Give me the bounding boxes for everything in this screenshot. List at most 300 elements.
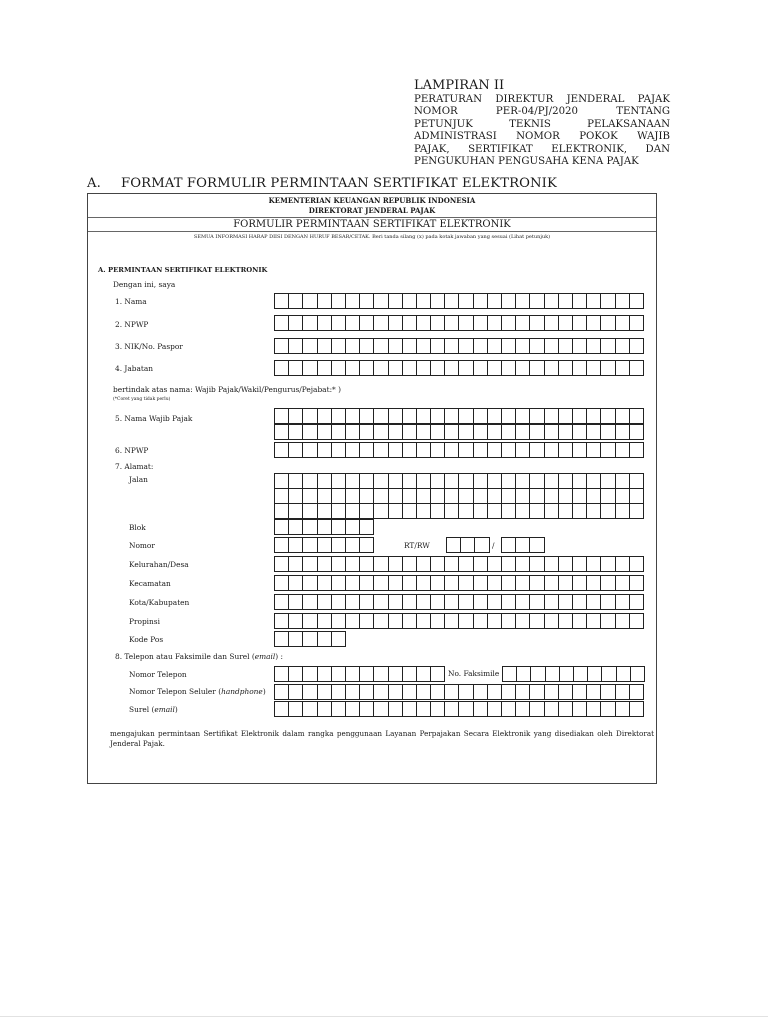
character-box[interactable] <box>587 473 601 489</box>
character-box[interactable] <box>318 666 332 682</box>
character-box[interactable] <box>630 613 644 629</box>
character-box[interactable] <box>346 701 360 717</box>
character-box[interactable] <box>587 684 601 700</box>
character-box[interactable] <box>374 293 388 309</box>
character-box[interactable] <box>332 442 346 458</box>
character-box[interactable] <box>459 684 473 700</box>
character-box[interactable] <box>630 408 644 424</box>
character-box[interactable] <box>630 575 644 591</box>
character-box[interactable] <box>601 442 615 458</box>
character-box[interactable] <box>587 594 601 610</box>
character-box[interactable] <box>389 701 403 717</box>
character-box[interactable] <box>516 473 530 489</box>
character-box[interactable] <box>587 360 601 376</box>
character-box[interactable] <box>474 293 488 309</box>
character-box[interactable] <box>303 360 317 376</box>
character-box[interactable] <box>474 684 488 700</box>
character-box[interactable] <box>559 488 573 504</box>
character-box[interactable] <box>630 360 644 376</box>
character-box[interactable] <box>474 613 488 629</box>
character-box[interactable] <box>616 315 630 331</box>
character-box[interactable] <box>459 293 473 309</box>
character-box[interactable] <box>502 503 516 519</box>
character-box[interactable] <box>445 503 459 519</box>
character-box[interactable] <box>573 408 587 424</box>
character-box[interactable] <box>303 293 317 309</box>
character-box[interactable] <box>616 701 630 717</box>
character-box[interactable] <box>332 684 346 700</box>
character-box[interactable] <box>447 537 461 553</box>
character-box[interactable] <box>303 519 317 535</box>
character-box[interactable] <box>346 488 360 504</box>
character-box[interactable] <box>516 503 530 519</box>
character-box[interactable] <box>587 488 601 504</box>
character-box[interactable] <box>289 556 303 572</box>
character-box[interactable] <box>488 594 502 610</box>
character-box[interactable] <box>474 556 488 572</box>
character-box[interactable] <box>303 666 317 682</box>
character-box[interactable] <box>346 338 360 354</box>
character-box[interactable] <box>488 442 502 458</box>
character-box[interactable] <box>459 315 473 331</box>
character-box[interactable] <box>360 424 374 440</box>
character-box[interactable] <box>587 701 601 717</box>
character-box[interactable] <box>389 338 403 354</box>
input-seluler[interactable] <box>274 684 644 700</box>
character-box[interactable] <box>403 473 417 489</box>
input-faksimile[interactable] <box>502 666 645 682</box>
character-box[interactable] <box>389 473 403 489</box>
character-box[interactable] <box>431 360 445 376</box>
character-box[interactable] <box>360 503 374 519</box>
input-nomor[interactable] <box>274 537 374 553</box>
character-box[interactable] <box>474 503 488 519</box>
character-box[interactable] <box>587 442 601 458</box>
character-box[interactable] <box>275 338 289 354</box>
character-box[interactable] <box>474 575 488 591</box>
character-box[interactable] <box>587 556 601 572</box>
character-box[interactable] <box>332 360 346 376</box>
character-box[interactable] <box>318 556 332 572</box>
character-box[interactable] <box>417 442 431 458</box>
character-box[interactable] <box>530 613 544 629</box>
character-box[interactable] <box>545 424 559 440</box>
character-box[interactable] <box>318 613 332 629</box>
character-box[interactable] <box>389 666 403 682</box>
character-box[interactable] <box>289 537 303 553</box>
character-box[interactable] <box>360 408 374 424</box>
character-box[interactable] <box>389 488 403 504</box>
character-box[interactable] <box>403 556 417 572</box>
character-box[interactable] <box>516 701 530 717</box>
character-box[interactable] <box>545 315 559 331</box>
character-box[interactable] <box>303 442 317 458</box>
character-box[interactable] <box>573 424 587 440</box>
character-box[interactable] <box>275 613 289 629</box>
character-box[interactable] <box>417 575 431 591</box>
input-nomor-telepon[interactable] <box>274 666 445 682</box>
character-box[interactable] <box>516 684 530 700</box>
character-box[interactable] <box>601 575 615 591</box>
character-box[interactable] <box>488 556 502 572</box>
character-box[interactable] <box>303 684 317 700</box>
character-box[interactable] <box>403 315 417 331</box>
character-box[interactable] <box>616 408 630 424</box>
character-box[interactable] <box>431 488 445 504</box>
character-box[interactable] <box>389 442 403 458</box>
character-box[interactable] <box>502 315 516 331</box>
character-box[interactable] <box>601 360 615 376</box>
character-box[interactable] <box>289 684 303 700</box>
character-box[interactable] <box>601 338 615 354</box>
character-box[interactable] <box>459 503 473 519</box>
character-box[interactable] <box>559 684 573 700</box>
character-box[interactable] <box>332 519 346 535</box>
character-box[interactable] <box>559 442 573 458</box>
character-box[interactable] <box>488 338 502 354</box>
character-box[interactable] <box>461 537 475 553</box>
character-box[interactable] <box>445 442 459 458</box>
character-box[interactable] <box>573 556 587 572</box>
character-box[interactable] <box>502 537 516 553</box>
character-box[interactable] <box>346 360 360 376</box>
character-box[interactable] <box>545 613 559 629</box>
character-box[interactable] <box>275 666 289 682</box>
character-box[interactable] <box>360 473 374 489</box>
character-box[interactable] <box>374 594 388 610</box>
character-box[interactable] <box>545 701 559 717</box>
character-box[interactable] <box>573 613 587 629</box>
character-box[interactable] <box>374 442 388 458</box>
character-box[interactable] <box>275 631 289 647</box>
character-box[interactable] <box>417 488 431 504</box>
character-box[interactable] <box>530 408 544 424</box>
character-box[interactable] <box>573 701 587 717</box>
character-box[interactable] <box>360 556 374 572</box>
character-box[interactable] <box>417 556 431 572</box>
character-box[interactable] <box>559 613 573 629</box>
character-box[interactable] <box>530 537 544 553</box>
input-nama-wajib-pajak-1[interactable] <box>274 408 644 424</box>
character-box[interactable] <box>318 424 332 440</box>
character-box[interactable] <box>601 684 615 700</box>
character-box[interactable] <box>502 684 516 700</box>
character-box[interactable] <box>545 684 559 700</box>
character-box[interactable] <box>587 503 601 519</box>
character-box[interactable] <box>573 360 587 376</box>
character-box[interactable] <box>431 503 445 519</box>
character-box[interactable] <box>332 408 346 424</box>
character-box[interactable] <box>318 408 332 424</box>
character-box[interactable] <box>289 519 303 535</box>
character-box[interactable] <box>601 556 615 572</box>
character-box[interactable] <box>516 537 530 553</box>
character-box[interactable] <box>360 594 374 610</box>
character-box[interactable] <box>445 594 459 610</box>
character-box[interactable] <box>516 594 530 610</box>
character-box[interactable] <box>318 631 332 647</box>
character-box[interactable] <box>488 488 502 504</box>
character-box[interactable] <box>559 575 573 591</box>
character-box[interactable] <box>445 473 459 489</box>
character-box[interactable] <box>332 556 346 572</box>
character-box[interactable] <box>502 613 516 629</box>
character-box[interactable] <box>374 666 388 682</box>
character-box[interactable] <box>459 613 473 629</box>
character-box[interactable] <box>630 338 644 354</box>
character-box[interactable] <box>360 684 374 700</box>
character-box[interactable] <box>303 631 317 647</box>
character-box[interactable] <box>417 473 431 489</box>
character-box[interactable] <box>616 442 630 458</box>
character-box[interactable] <box>616 424 630 440</box>
character-box[interactable] <box>332 293 346 309</box>
character-box[interactable] <box>531 666 545 682</box>
character-box[interactable] <box>502 338 516 354</box>
character-box[interactable] <box>601 613 615 629</box>
character-box[interactable] <box>530 315 544 331</box>
character-box[interactable] <box>545 408 559 424</box>
character-box[interactable] <box>545 594 559 610</box>
character-box[interactable] <box>573 473 587 489</box>
character-box[interactable] <box>573 293 587 309</box>
character-box[interactable] <box>517 666 531 682</box>
character-box[interactable] <box>545 338 559 354</box>
character-box[interactable] <box>275 315 289 331</box>
input-jalan-2[interactable] <box>274 488 644 504</box>
character-box[interactable] <box>616 556 630 572</box>
character-box[interactable] <box>431 442 445 458</box>
character-box[interactable] <box>374 613 388 629</box>
input-nama[interactable] <box>274 293 644 309</box>
character-box[interactable] <box>389 594 403 610</box>
character-box[interactable] <box>289 338 303 354</box>
character-box[interactable] <box>431 293 445 309</box>
character-box[interactable] <box>360 315 374 331</box>
character-box[interactable] <box>530 556 544 572</box>
character-box[interactable] <box>431 408 445 424</box>
character-box[interactable] <box>374 488 388 504</box>
character-box[interactable] <box>360 360 374 376</box>
character-box[interactable] <box>303 594 317 610</box>
character-box[interactable] <box>389 315 403 331</box>
input-kelurahan[interactable] <box>274 556 644 572</box>
character-box[interactable] <box>560 666 574 682</box>
character-box[interactable] <box>559 473 573 489</box>
character-box[interactable] <box>630 503 644 519</box>
character-box[interactable] <box>573 594 587 610</box>
character-box[interactable] <box>303 338 317 354</box>
character-box[interactable] <box>346 293 360 309</box>
character-box[interactable] <box>289 701 303 717</box>
character-box[interactable] <box>332 503 346 519</box>
character-box[interactable] <box>445 408 459 424</box>
character-box[interactable] <box>488 503 502 519</box>
character-box[interactable] <box>332 338 346 354</box>
character-box[interactable] <box>630 473 644 489</box>
character-box[interactable] <box>417 293 431 309</box>
character-box[interactable] <box>631 666 645 682</box>
character-box[interactable] <box>573 503 587 519</box>
character-box[interactable] <box>459 701 473 717</box>
character-box[interactable] <box>545 556 559 572</box>
character-box[interactable] <box>403 613 417 629</box>
character-box[interactable] <box>289 666 303 682</box>
character-box[interactable] <box>488 293 502 309</box>
character-box[interactable] <box>545 473 559 489</box>
character-box[interactable] <box>289 315 303 331</box>
character-box[interactable] <box>289 473 303 489</box>
character-box[interactable] <box>417 408 431 424</box>
input-blok[interactable] <box>274 519 374 535</box>
character-box[interactable] <box>516 315 530 331</box>
character-box[interactable] <box>275 488 289 504</box>
character-box[interactable] <box>318 701 332 717</box>
character-box[interactable] <box>360 488 374 504</box>
character-box[interactable] <box>332 488 346 504</box>
character-box[interactable] <box>389 408 403 424</box>
character-box[interactable] <box>445 684 459 700</box>
character-box[interactable] <box>403 442 417 458</box>
character-box[interactable] <box>346 424 360 440</box>
character-box[interactable] <box>616 338 630 354</box>
character-box[interactable] <box>559 503 573 519</box>
character-box[interactable] <box>275 442 289 458</box>
character-box[interactable] <box>403 503 417 519</box>
character-box[interactable] <box>403 488 417 504</box>
character-box[interactable] <box>346 315 360 331</box>
character-box[interactable] <box>374 701 388 717</box>
character-box[interactable] <box>431 315 445 331</box>
character-box[interactable] <box>545 488 559 504</box>
character-box[interactable] <box>275 473 289 489</box>
character-box[interactable] <box>318 594 332 610</box>
input-jalan-1[interactable] <box>274 473 644 489</box>
character-box[interactable] <box>459 556 473 572</box>
character-box[interactable] <box>602 666 616 682</box>
character-box[interactable] <box>459 424 473 440</box>
character-box[interactable] <box>616 503 630 519</box>
character-box[interactable] <box>587 575 601 591</box>
character-box[interactable] <box>630 315 644 331</box>
character-box[interactable] <box>303 473 317 489</box>
character-box[interactable] <box>530 442 544 458</box>
character-box[interactable] <box>516 338 530 354</box>
character-box[interactable] <box>431 701 445 717</box>
character-box[interactable] <box>374 408 388 424</box>
character-box[interactable] <box>545 360 559 376</box>
character-box[interactable] <box>474 408 488 424</box>
character-box[interactable] <box>459 442 473 458</box>
character-box[interactable] <box>601 408 615 424</box>
character-box[interactable] <box>332 631 346 647</box>
character-box[interactable] <box>588 666 602 682</box>
character-box[interactable] <box>573 575 587 591</box>
character-box[interactable] <box>474 701 488 717</box>
character-box[interactable] <box>459 575 473 591</box>
character-box[interactable] <box>587 315 601 331</box>
character-box[interactable] <box>403 293 417 309</box>
character-box[interactable] <box>389 360 403 376</box>
character-box[interactable] <box>474 315 488 331</box>
character-box[interactable] <box>616 488 630 504</box>
character-box[interactable] <box>431 424 445 440</box>
character-box[interactable] <box>389 613 403 629</box>
character-box[interactable] <box>303 575 317 591</box>
character-box[interactable] <box>360 701 374 717</box>
character-box[interactable] <box>360 575 374 591</box>
character-box[interactable] <box>403 424 417 440</box>
character-box[interactable] <box>601 293 615 309</box>
character-box[interactable] <box>502 594 516 610</box>
character-box[interactable] <box>545 503 559 519</box>
character-box[interactable] <box>417 594 431 610</box>
character-box[interactable] <box>516 424 530 440</box>
character-box[interactable] <box>573 315 587 331</box>
input-rw[interactable] <box>501 537 545 553</box>
character-box[interactable] <box>360 613 374 629</box>
character-box[interactable] <box>318 684 332 700</box>
character-box[interactable] <box>445 556 459 572</box>
input-jabatan[interactable] <box>274 360 644 376</box>
character-box[interactable] <box>303 537 317 553</box>
character-box[interactable] <box>503 666 517 682</box>
character-box[interactable] <box>445 575 459 591</box>
character-box[interactable] <box>601 473 615 489</box>
character-box[interactable] <box>360 519 374 535</box>
character-box[interactable] <box>346 594 360 610</box>
character-box[interactable] <box>431 613 445 629</box>
character-box[interactable] <box>630 293 644 309</box>
character-box[interactable] <box>374 473 388 489</box>
character-box[interactable] <box>474 488 488 504</box>
character-box[interactable] <box>417 503 431 519</box>
character-box[interactable] <box>502 360 516 376</box>
character-box[interactable] <box>360 666 374 682</box>
input-kode-pos[interactable] <box>274 631 346 647</box>
character-box[interactable] <box>403 575 417 591</box>
character-box[interactable] <box>431 556 445 572</box>
character-box[interactable] <box>516 613 530 629</box>
character-box[interactable] <box>303 424 317 440</box>
character-box[interactable] <box>445 315 459 331</box>
character-box[interactable] <box>502 408 516 424</box>
character-box[interactable] <box>445 488 459 504</box>
character-box[interactable] <box>474 473 488 489</box>
character-box[interactable] <box>502 473 516 489</box>
character-box[interactable] <box>445 701 459 717</box>
character-box[interactable] <box>346 537 360 553</box>
character-box[interactable] <box>616 473 630 489</box>
character-box[interactable] <box>587 408 601 424</box>
character-box[interactable] <box>332 594 346 610</box>
character-box[interactable] <box>389 556 403 572</box>
character-box[interactable] <box>346 408 360 424</box>
character-box[interactable] <box>303 315 317 331</box>
character-box[interactable] <box>332 473 346 489</box>
character-box[interactable] <box>530 473 544 489</box>
character-box[interactable] <box>374 575 388 591</box>
character-box[interactable] <box>601 503 615 519</box>
character-box[interactable] <box>374 424 388 440</box>
character-box[interactable] <box>601 701 615 717</box>
character-box[interactable] <box>275 594 289 610</box>
character-box[interactable] <box>318 575 332 591</box>
character-box[interactable] <box>303 408 317 424</box>
character-box[interactable] <box>459 594 473 610</box>
character-box[interactable] <box>318 488 332 504</box>
character-box[interactable] <box>616 575 630 591</box>
